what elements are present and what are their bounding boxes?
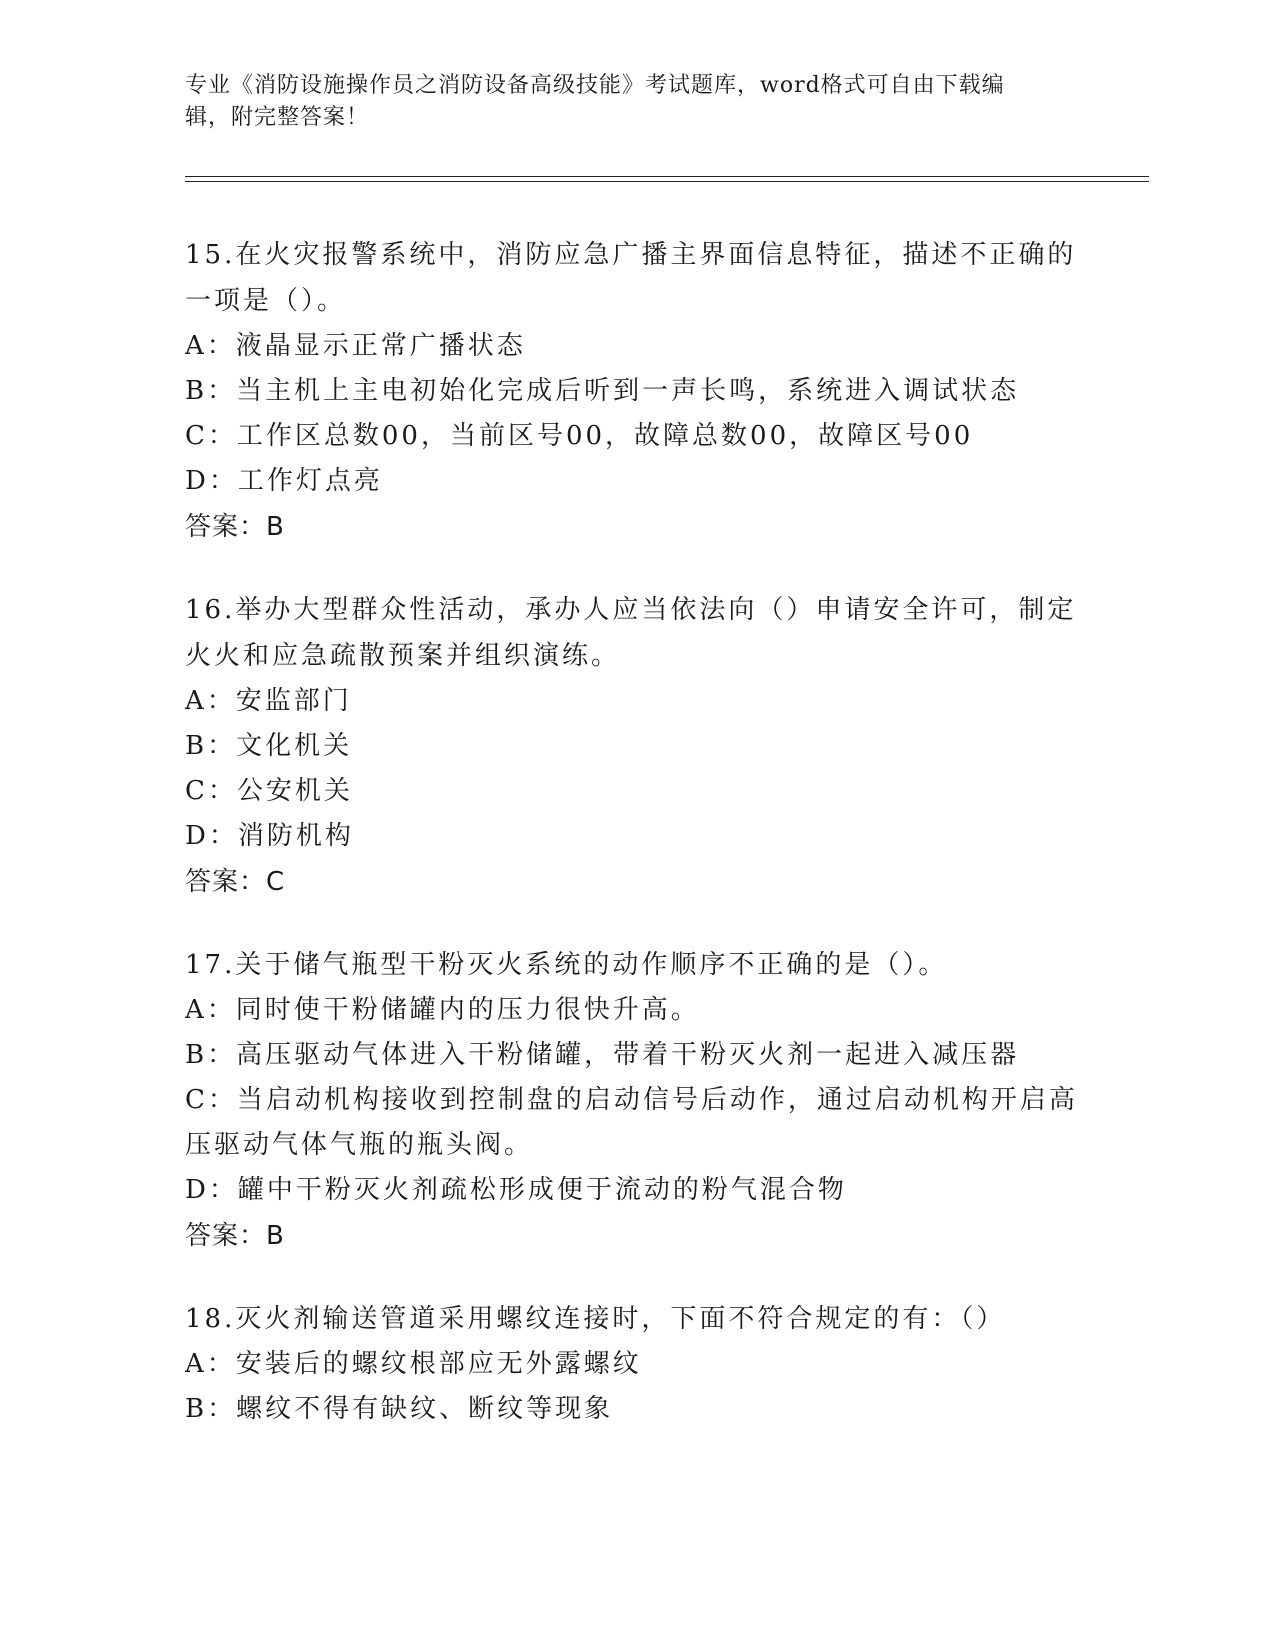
- option-d: D：工作灯点亮: [185, 466, 383, 496]
- option-b: B：当主机上主电初始化完成后听到一声长鸣，系统进入调试状态: [185, 376, 1020, 406]
- header-line-1: 专业《消防设施操作员之消防设备高级技能》考试题库，word格式可自由下载编: [185, 73, 1005, 98]
- question-text: 一项是（）。: [185, 286, 347, 316]
- option-a: A：安装后的螺纹根部应无外露螺纹: [185, 1349, 642, 1379]
- header-divider-top: [185, 176, 1149, 177]
- question-list: [185, 232, 1085, 1469]
- option-b: B：高压驱动气体进入干粉储罐，带着干粉灭火剂一起进入减压器: [185, 1040, 1020, 1070]
- header-divider-bottom: [185, 181, 1149, 182]
- option-c: C：当启动机构接收到控制盘的启动信号后动作，通过启动机构开启高: [185, 1085, 1078, 1115]
- question-text: 16.举办大型群众性活动，承办人应当依法向（）申请安全许可，制定: [185, 595, 1077, 625]
- answer-label: 答案：B: [185, 512, 285, 542]
- header-line-2: 辑，附完整答案！: [185, 105, 370, 130]
- option-a: A：液晶显示正常广播状态: [185, 331, 526, 361]
- option-a: A：安监部门: [185, 686, 352, 716]
- question-text: 17.关于储气瓶型干粉灭火系统的动作顺序不正确的是（）。: [185, 950, 948, 980]
- answer-label: 答案：B: [185, 1221, 285, 1251]
- question-18: [185, 1296, 1085, 1432]
- option-b: B：文化机关: [185, 731, 353, 761]
- question-text: 18.灭火剂输送管道采用螺纹连接时，下面不符合规定的有：（）: [185, 1304, 1006, 1334]
- question-15: [185, 232, 1085, 550]
- option-c: C：公安机关: [185, 776, 353, 806]
- question-17: [185, 942, 1085, 1259]
- option-d: D：消防机构: [185, 821, 354, 851]
- question-text: 火火和应急疏散预案并组织演练。: [185, 641, 621, 671]
- option-b: B：螺纹不得有缺纹、断纹等现象: [185, 1394, 614, 1424]
- answer-label: 答案：C: [185, 867, 286, 897]
- option-c: C：工作区总数00，当前区号00，故障总数00，故障区号00: [185, 421, 974, 451]
- option-c-continued: 压驱动气体气瓶的瓶头阀。: [185, 1130, 534, 1160]
- option-a: A：同时使干粉储罐内的压力很快升高。: [185, 995, 700, 1025]
- question-text: 15.在火灾报警系统中，消防应急广播主界面信息特征，描述不正确的: [185, 240, 1077, 270]
- document-header: [185, 70, 1065, 134]
- option-d: D：罐中干粉灭火剂疏松形成便于流动的粉气混合物: [185, 1175, 847, 1205]
- question-16: [185, 587, 1085, 905]
